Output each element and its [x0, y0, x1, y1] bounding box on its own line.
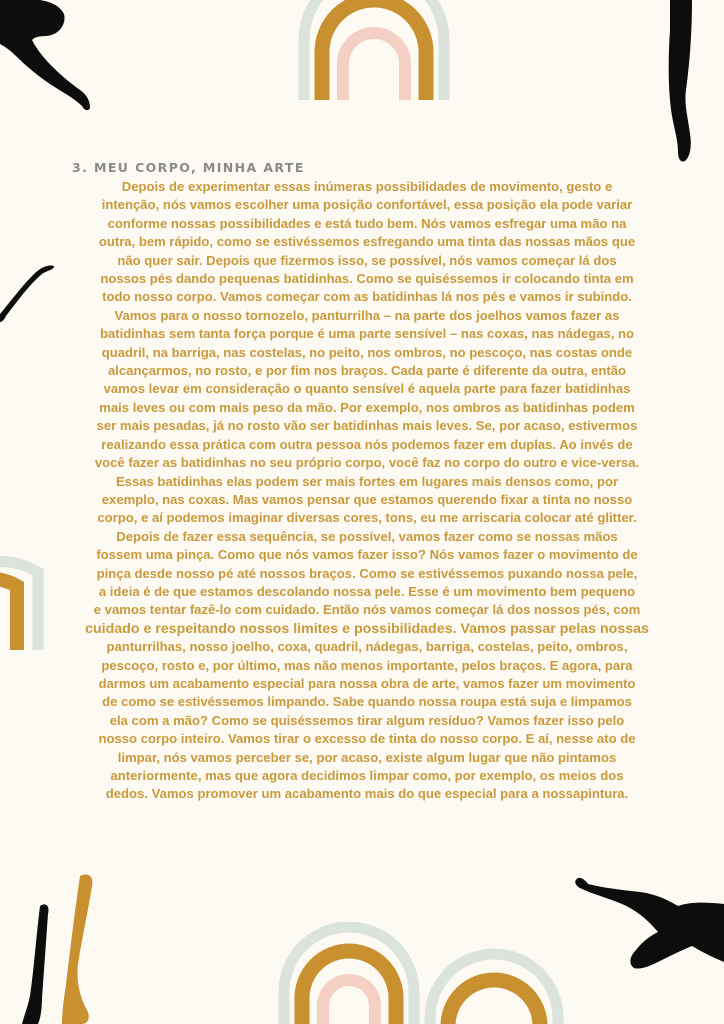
leg-silhouette-top-right — [664, 0, 704, 165]
body-line: cuidado e respeitando nossos limites e possibilidades. Vamos passar pelas nossas — [85, 620, 649, 637]
body-line: alcançarmos, no rosto, e por fim nos braços. Cada parte é diferente da outra, então — [107, 363, 627, 379]
body-line: vamos levar em consideração o quanto sensível é aquela parte para fazer batidinhas — [103, 381, 631, 397]
body-line: a ideia é de que estamos descolando nossa pele. Esse é um movimento bem pequeno — [98, 583, 636, 599]
body-line: corpo, e aí podemos imaginar diversas cores, tons, eu me arriscaria colocar até glitter. — [97, 510, 637, 526]
legs-silhouette-bottom-left — [18, 872, 108, 1024]
body-line: você fazer as batidinhas no seu próprio corpo, você faz no corpo do outro e vice-versa. — [94, 455, 640, 471]
body-line: não quer sair. Depois que fizermos isso, se possível, nós vamos começar lá dos — [117, 252, 617, 268]
body-line: pinça desde nosso pé até nossos braços. Como se estivéssemos puxando nossa pele, — [96, 565, 638, 581]
body-line: ela com a mão? Como se quiséssemos tirar algum resíduo? Vamos fazer isso pelo — [109, 712, 625, 728]
body-line: quadril, na barriga, nas costelas, no peito, nos ombros, no pescoço, nas costas onde — [101, 344, 633, 360]
body-line: anteriormente, mas que agora decidimos limpar como, por exemplo, os meios dos — [110, 768, 624, 783]
body-line: batidinhas sem tanta força porque é uma parte sensível – nas coxas, nas nádegas, no — [99, 326, 635, 342]
section-heading: 3. MEU CORPO, MINHA ARTE — [72, 160, 305, 175]
body-line: realizando essa prática com outra pessoa nós podemos fazer em duplas. Ao invés de — [101, 436, 633, 452]
body-line: e vamos tentar fazê-lo com cuidado. Então nós vamos começar lá dos nossos pés, com — [93, 602, 641, 618]
dancer-silhouette-top-left — [0, 0, 100, 120]
arm-silhouette-left — [0, 262, 56, 326]
body-line: todo nosso corpo. Vamos começar com as batidinhas lá nos pés e vamos ir subindo. — [102, 289, 632, 305]
rainbow-bottom-decoration — [278, 922, 568, 1024]
body-line: exemplo, nas coxas. Mas vamos pensar que estamos querendo fixar a tinta no nosso — [101, 491, 633, 507]
body-line: intenção, nós vamos escolher uma posição confortável, essa posição ela pode variar — [101, 197, 633, 213]
body-line: pescoço, rosto e, por último, mas não menos importante, pelos braços. E agora, para — [101, 657, 633, 673]
rainbow-left-decoration — [0, 512, 46, 654]
body-line: mais leves ou com mais peso da mão. Por exemplo, nos ombros as batidinhas podem — [99, 399, 635, 415]
rainbow-top-decoration — [298, 0, 450, 105]
body-line: fossem uma pinça. Como que nós vamos fazer isso? Nós vamos fazer o movimento de — [96, 547, 638, 563]
body-line: Essas batidinhas elas podem ser mais fortes em lugares mais densos como, por — [115, 473, 619, 489]
body-line: outra, bem rápido, como se estivéssemos esfregando uma tinta das nossas mãos que — [98, 234, 636, 250]
body-line: de como se estivéssemos limpando. Sabe quando nossa roupa está suja e limpamos — [102, 694, 632, 710]
body-line: ser mais pesadas, já no rosto vão ser batidinhas mais leves. Se, por acaso, estivermos — [96, 418, 638, 434]
dancer-silhouette-bottom-right — [574, 876, 724, 976]
body-line: nossos pés dando pequenas batidinhas. Como se quiséssemos ir colocando tinta em — [100, 271, 634, 287]
body-line: darmos um acabamento especial para nossa obra de arte, vamos fazer um movimento — [98, 675, 636, 691]
body-line: panturrilhas, nosso joelho, coxa, quadril, nádegas, barriga, costelas, peito, ombros, — [106, 639, 628, 655]
body-line: Depois de experimentar essas inúmeras possibilidades de movimento, gesto e — [121, 179, 613, 194]
section-body — [72, 178, 662, 804]
body-line: nosso corpo inteiro. Vamos tirar o excesso de tinta do nosso corpo. E aí, nesse ato de — [98, 731, 636, 747]
body-line: Vamos para o nosso tornozelo, panturrilha – na parte dos joelhos vamos fazer as — [114, 307, 620, 323]
body-line: Depois de fazer essa sequência, se possível, vamos fazer como se nossas mãos — [116, 528, 618, 544]
body-line: conforme nossas possibilidades e está tudo bem. Nós vamos esfregar uma mão na — [107, 215, 627, 231]
body-line: dedos. Vamos promover um acabamento mais do que especial para a nossapintura. — [105, 786, 629, 802]
body-line: limpar, nós vamos perceber se, por acaso, existe algum lugar que não pintamos — [117, 749, 617, 765]
